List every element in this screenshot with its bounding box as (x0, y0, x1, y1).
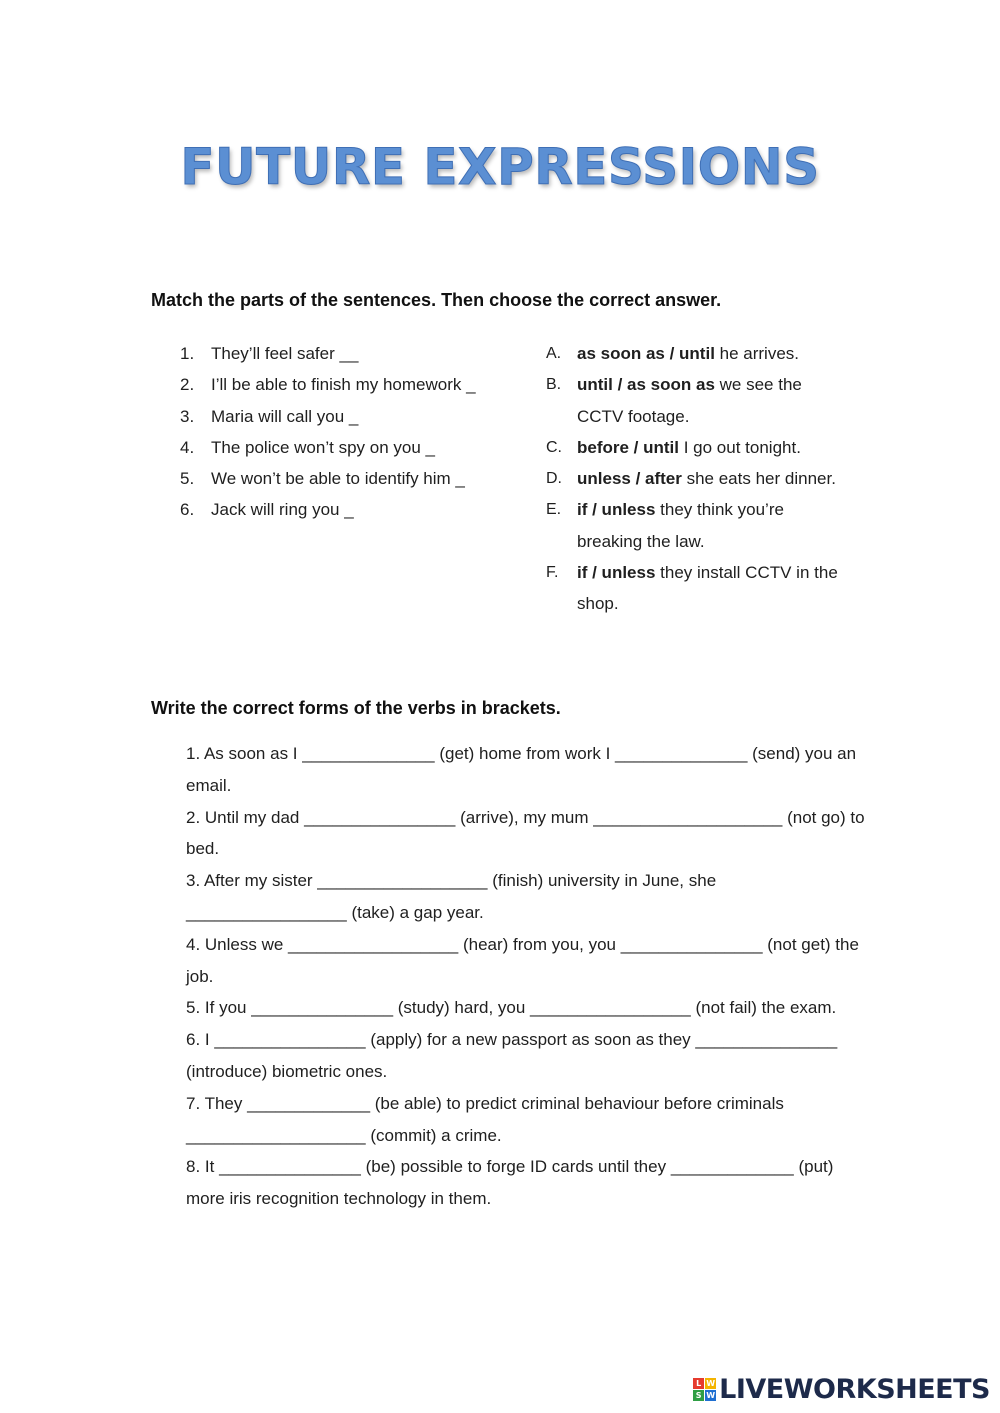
item-letter: B. (546, 376, 562, 394)
item-number: 1. (180, 344, 195, 363)
exercise-sentence: 6. I ________________ (apply) for a new passport as soon as they _______________ (introduce) biometric ones. (186, 1030, 838, 1081)
exercise-sentence: 4. Unless we __________________ (hear) from you, you _______________ (not get) the job. (186, 934, 859, 986)
list-item (180, 338, 500, 369)
option-choice: until / as soon as (577, 375, 715, 395)
item-text (577, 338, 846, 369)
item-number: 4. (180, 437, 195, 457)
verb-exercise-list (186, 738, 876, 1215)
item-number: 3. (180, 406, 195, 426)
logo-mark-icon (693, 1378, 716, 1401)
item-number: 6. (180, 500, 195, 520)
page-title: FUTURE EXPRESSIONS (180, 138, 820, 196)
liveworksheets-logo (693, 1374, 990, 1405)
exercise-sentence: 2. Until my dad ________________ (arrive), my mum ____________________ (not go) to bed. (186, 807, 865, 859)
list-item (180, 494, 500, 525)
item-text: They’ll feel safer __ (211, 344, 359, 363)
list-item (546, 557, 846, 620)
list-item (180, 369, 500, 400)
item-letter: E. (546, 501, 562, 519)
exercise-sentence: 1. As soon as I ______________ (get) home from work I ______________ (send) you an email. (186, 744, 857, 795)
option-choice: before / until (577, 437, 679, 457)
item-text (577, 463, 846, 494)
option-rest: we see the CCTV footage. (577, 375, 802, 426)
exercise-sentence: 8. It _______________ (be) possible to forge ID cards until they _____________ (put) more iris recognition technology in them. (186, 1157, 834, 1209)
list-item (180, 401, 500, 432)
logo-cell: L (693, 1378, 704, 1389)
option-choice: unless / after (577, 469, 682, 489)
item-text (577, 369, 846, 432)
item-text (577, 432, 846, 463)
matching-right-list (546, 338, 846, 620)
option-rest: she eats her dinner. (681, 469, 836, 489)
matching-left-list (180, 338, 500, 526)
item-letter: D. (546, 470, 562, 488)
option-choice: if / unless (577, 500, 656, 520)
item-letter: A. (546, 345, 562, 362)
item-text: Jack will ring you _ (211, 500, 354, 520)
exercise-sentence: 7. They _____________ (be able) to predict criminal behaviour before criminals ___________________ (commit) a crime. (186, 1093, 784, 1145)
list-item (546, 369, 846, 432)
logo-cell: W (706, 1391, 716, 1400)
option-rest: they think you’re breaking the law. (577, 500, 784, 551)
exercise-sentence: 5. If you _______________ (study) hard, you _________________ (not fail) the exam. (186, 998, 837, 1018)
exercise2-instruction: Write the correct forms of the verbs in brackets. (151, 698, 561, 718)
item-text (577, 494, 846, 557)
list-item (546, 338, 846, 369)
exercise-sentence: 3. After my sister __________________ (finish) university in June, she _________________ (take) a gap year. (186, 871, 717, 922)
list-item (546, 494, 846, 557)
item-text: Maria will call you _ (211, 406, 359, 426)
list-item (546, 432, 846, 463)
option-rest: they install CCTV in the shop. (577, 563, 838, 614)
item-text: I’ll be able to finish my homework _ (211, 375, 476, 395)
list-item (546, 463, 846, 494)
item-number: 2. (180, 375, 195, 395)
option-choice: as soon as / until (577, 344, 715, 363)
brand-name: LIVEWORKSHEETS (719, 1374, 990, 1405)
logo-cell: S (693, 1390, 704, 1401)
logo-cell: W (706, 1379, 716, 1388)
list-item (180, 463, 500, 494)
exercise1-instruction: Match the parts of the sentences. Then choose the correct answer. (151, 290, 722, 310)
item-letter: C. (546, 438, 562, 456)
list-item (180, 432, 500, 463)
item-text: We won’t be able to identify him _ (211, 469, 465, 489)
option-rest: he arrives. (714, 344, 800, 363)
item-text: The police won’t spy on you _ (211, 437, 435, 457)
item-text (577, 557, 846, 620)
item-letter: F. (546, 564, 559, 582)
option-choice: if / unless (577, 563, 656, 583)
item-number: 5. (180, 469, 195, 489)
option-rest: I go out tonight. (679, 437, 801, 457)
